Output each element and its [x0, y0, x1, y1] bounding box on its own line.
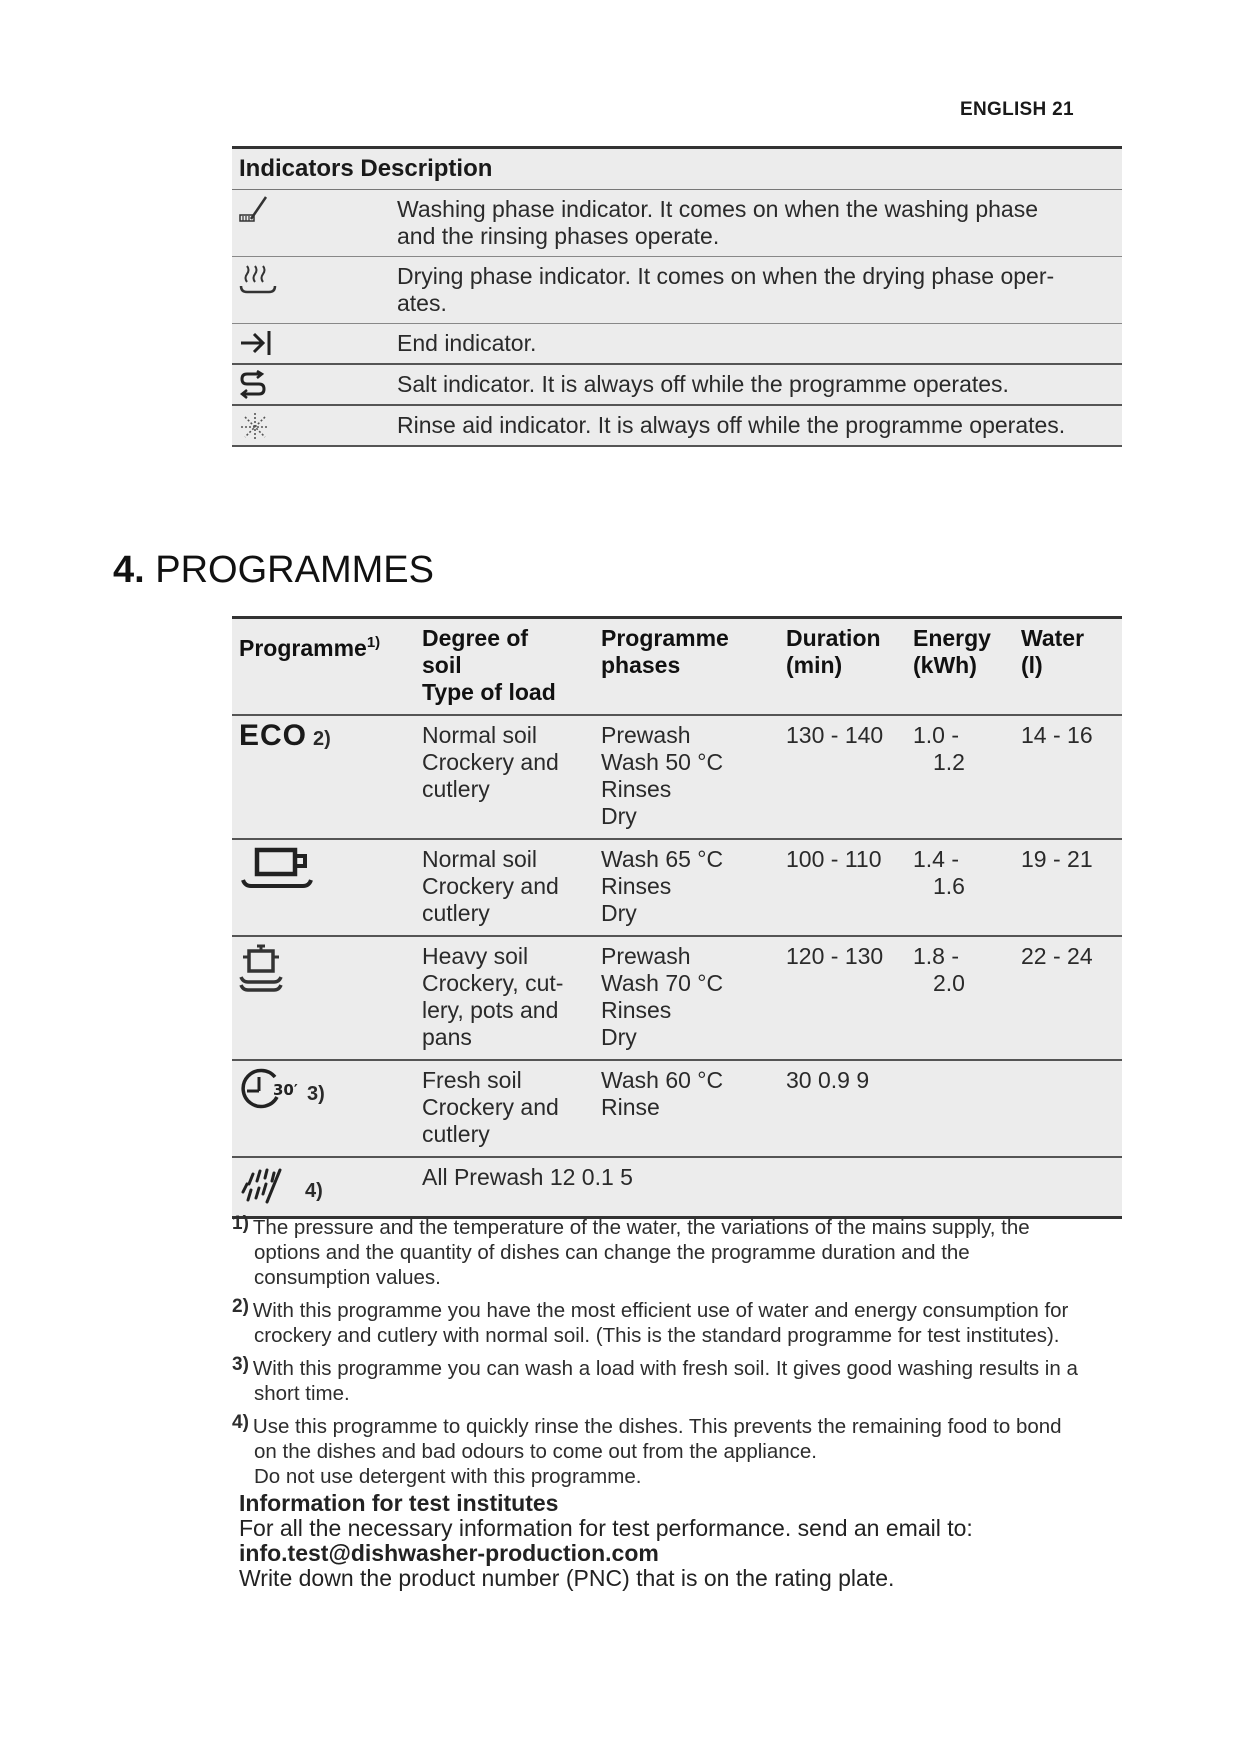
page-label: ENGLISH 21 [960, 99, 1074, 120]
programme-values: 30 0.9 9 [786, 1067, 870, 1093]
indicator-row [232, 323, 1122, 363]
eco-icon: ECO 2) [239, 719, 331, 752]
footnote: 3) With this programme you can wash a load with fresh soil. It gives good washing results in a short time. [232, 1354, 1078, 1405]
test-institutes-info [239, 1491, 1139, 1591]
programme-phases: Prewash Wash 50 °C Rinses Dry [601, 722, 724, 829]
info-title: Information for test institutes [239, 1490, 559, 1516]
indicator-text: Rinse aid indicator. It is always off while the programme operates. [397, 412, 1066, 438]
indicators-header: Indicators Description [232, 149, 1122, 190]
svg-text:30′: 30′ [273, 1081, 298, 1099]
programme-energy: 1.0 - 1.2 [913, 722, 965, 775]
programme-soil: Heavy soil Crockery, cut- lery, pots and pans [422, 943, 564, 1050]
programme-row [232, 935, 1122, 1059]
timer-30-icon: 30′ 3) [232, 1061, 422, 1156]
pot-icon [232, 937, 422, 1059]
programmes-table [232, 616, 1122, 1219]
programme-energy: 1.8 - 2.0 [913, 943, 965, 996]
indicator-row [232, 363, 1122, 404]
programme-water: 14 - 16 [1021, 722, 1093, 748]
programme-row [232, 1059, 1122, 1156]
programmes-header-row [232, 619, 1122, 714]
indicator-text: Salt indicator. It is always off while the programme operates. [397, 371, 1009, 397]
footnote: 2) With this programme you have the most efficient use of water and energy consumption for crockery and cutlery with normal soil. (This is the standard programme for test institutes). [232, 1296, 1069, 1347]
footnote: 1) The pressure and the temperature of the water, the variations of the mains supply, the options and the quantity of dishes can change the programme duration and the consumption values. [232, 1213, 1030, 1289]
indicator-row [232, 190, 1122, 256]
section-title: PROGRAMMES [155, 549, 434, 591]
programme-row [232, 838, 1122, 935]
programme-duration: 100 - 110 [786, 846, 882, 872]
programme-duration: 130 - 140 [786, 722, 884, 748]
programme-phases: Prewash Wash 70 °C Rinses Dry [601, 943, 724, 1050]
info-email-link[interactable]: info.test@dishwasher-production.com [239, 1540, 659, 1566]
header-phases: Programme phases [601, 625, 729, 678]
programme-water: 19 - 21 [1021, 846, 1093, 872]
indicator-text: End indicator. [397, 330, 537, 356]
indicator-row [232, 256, 1122, 323]
section-number: 4. [113, 549, 145, 591]
indicators-table [232, 146, 1122, 447]
programme-soil: Normal soil Crockery and cutlery [422, 846, 559, 926]
programme-prewash-text: All Prewash 12 0.1 5 [422, 1164, 633, 1190]
programme-water: 22 - 24 [1021, 943, 1093, 969]
footnotes [232, 1211, 1132, 1493]
programme-duration: 120 - 130 [786, 943, 884, 969]
rinse-aid-indicator-icon [232, 406, 397, 445]
programme-row [232, 1156, 1122, 1216]
salt-indicator-icon [232, 365, 397, 404]
washing-phase-icon [232, 190, 397, 256]
indicator-row [232, 404, 1122, 445]
end-indicator-icon [232, 324, 397, 363]
programme-phases: Wash 60 °C Rinse [601, 1067, 724, 1120]
header-energy: Energy (kWh) [913, 625, 991, 678]
footnote: 4) Use this programme to quickly rinse the dishes. This prevents the remaining food to bond on the dishes and bad odours to come out from the appliance. Do not use detergent with this programme. [232, 1412, 1062, 1488]
programme-row [232, 714, 1122, 838]
header-soil: Degree of soil Type of load [422, 625, 556, 705]
programme-phases: Wash 65 °C Rinses Dry [601, 846, 724, 926]
indicator-text: Drying phase indicator. It comes on when the drying phase oper- ates. [397, 263, 1055, 316]
prewash-icon: 4) [232, 1158, 422, 1216]
programme-energy: 1.4 - 1.6 [913, 846, 965, 899]
indicator-text: Washing phase indicator. It comes on when the washing phase and the rinsing phases operate. [397, 196, 1038, 249]
section-heading [113, 549, 434, 592]
info-line: For all the necessary information for test performance. send an email to: [239, 1515, 973, 1541]
info-line: Write down the product number (PNC) that is on the rating plate. [239, 1565, 895, 1591]
header-programme: Programme$^{1)}$ [239, 634, 381, 661]
programme-soil: Normal soil Crockery and cutlery [422, 722, 559, 802]
drying-phase-icon [232, 257, 397, 323]
header-duration: Duration (min) [786, 625, 881, 678]
programme-soil: Fresh soil Crockery and cutlery [422, 1067, 559, 1147]
cup-icon [232, 840, 422, 935]
header-water: Water (l) [1021, 625, 1085, 678]
